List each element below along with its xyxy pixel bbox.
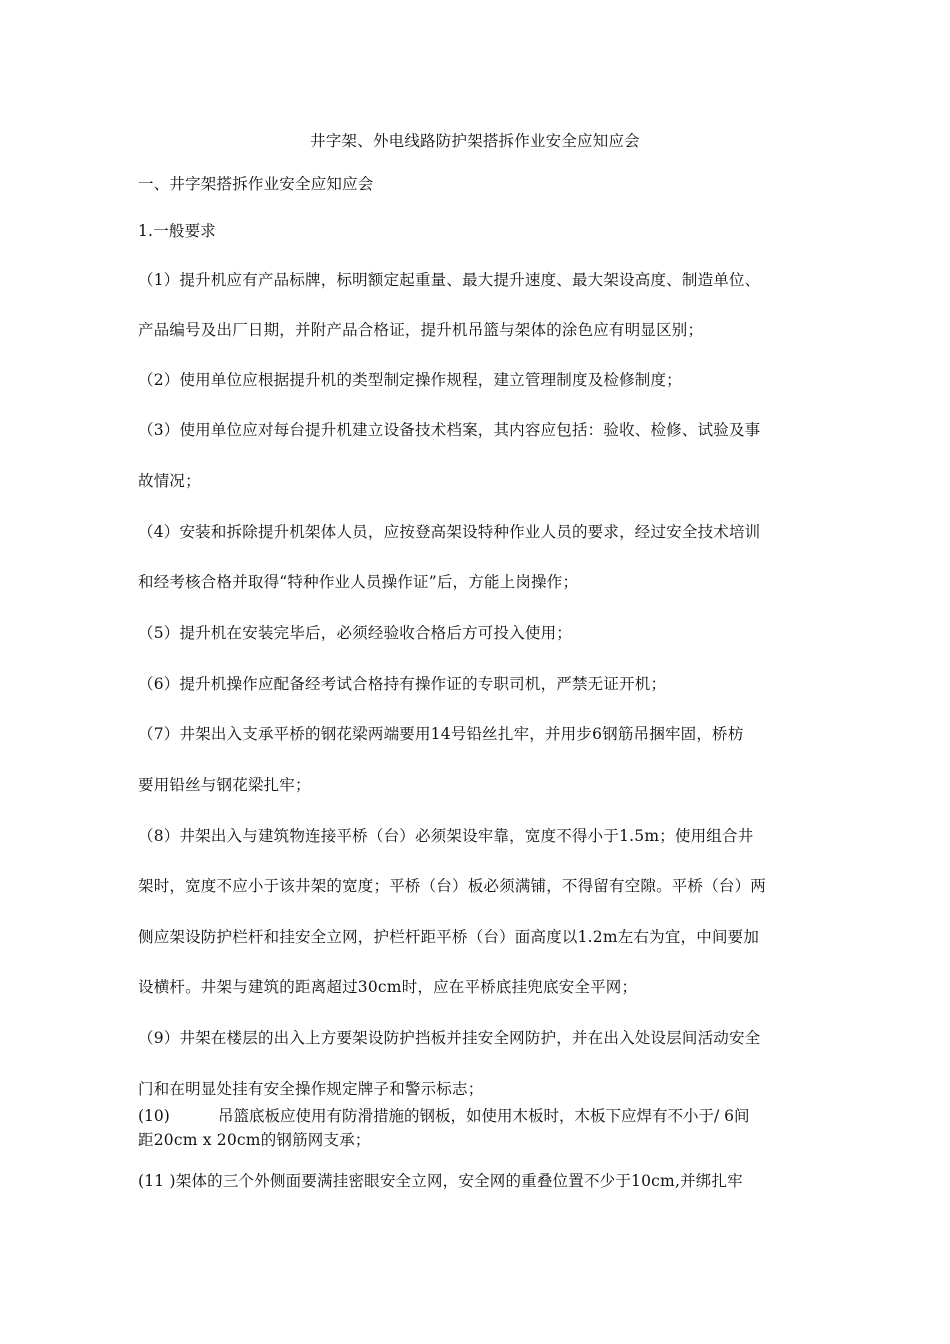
paragraph-line: (11 )架体的三个外侧面要满挂密眼安全立网，安全网的重叠位置不少于10cm,并绑扎牢 [138,1172,743,1190]
subsection-heading: 1.一般要求 [138,222,216,240]
paragraph-line: 距20cm x 20cm的钢筋网支承； [138,1131,371,1149]
section-heading: 一、井字架搭拆作业安全应知应会 [138,175,374,193]
paragraph-line: （5）提升机在安装完毕后，必须经验收合格后方可投入使用； [138,624,572,642]
paragraph-line: （4）安装和拆除提升机架体人员，应按登高架设特种作业人员的要求，经过安全技术培训 [138,523,761,541]
paragraph-line: 和经考核合格并取得“特种作业人员操作证”后，方能上岗操作； [138,573,579,591]
paragraph-line: （1）提升机应有产品标牌，标明额定起重量、最大提升速度、最大架设高度、制造单位、 [138,271,761,289]
paragraph-line: （8）井架出入与建筑物连接平桥（台）必须架设牢靠，宽度不得小于1.5m；使用组合井 [138,827,754,845]
paragraph-line: （6）提升机操作应配备经考试合格持有操作证的专职司机，严禁无证开机； [138,675,667,693]
document-title: 井字架、外电线路防护架搭拆作业安全应知应会 [310,132,640,150]
paragraph-line: （2）使用单位应根据提升机的类型制定操作规程，建立管理制度及检修制度； [138,371,682,389]
paragraph-line: 侧应架设防护栏杆和挂安全立网，护栏杆距平桥（台）面高度以1.2m左右为宜，中间要加 [138,928,760,946]
paragraph-line: （7）井架出入支承平桥的钢花梁两端要用14号铅丝扎牢，并用步6钢筋吊捆牢固，桥枋 [138,725,744,743]
paragraph-line: 吊篮底板应使用有防滑措施的钢板，如使用木板时，木板下应焊有不小于/ 6间 [218,1107,750,1125]
paragraph-line: 架时，宽度不应小于该井架的宽度；平桥（台）板必须满铺，不得留有空隙。平桥（台）两 [138,877,767,895]
paragraph-line: （3）使用单位应对每台提升机建立设备技术档案，其内容应包括：验收、检修、试验及事 [138,421,761,439]
paragraph-line: 产品编号及出厂日期，并附产品合格证，提升机吊篮与架体的涂色应有明显区别； [138,321,704,339]
paragraph-line: （9）井架在楼层的出入上方要架设防护挡板并挂安全网防护，并在出入处设层间活动安全 [138,1029,761,1047]
paragraph-line: 要用铅丝与钢花梁扎牢； [138,776,311,794]
paragraph-line: 门和在明显处挂有安全操作规定牌子和警示标志； [138,1080,484,1098]
paragraph-line: 故情况； [138,472,201,490]
paragraph-line: 设横杆。井架与建筑的距离超过30cm时，应在平桥底挂兜底安全平网； [138,978,638,996]
item-number: (10) [138,1107,170,1125]
